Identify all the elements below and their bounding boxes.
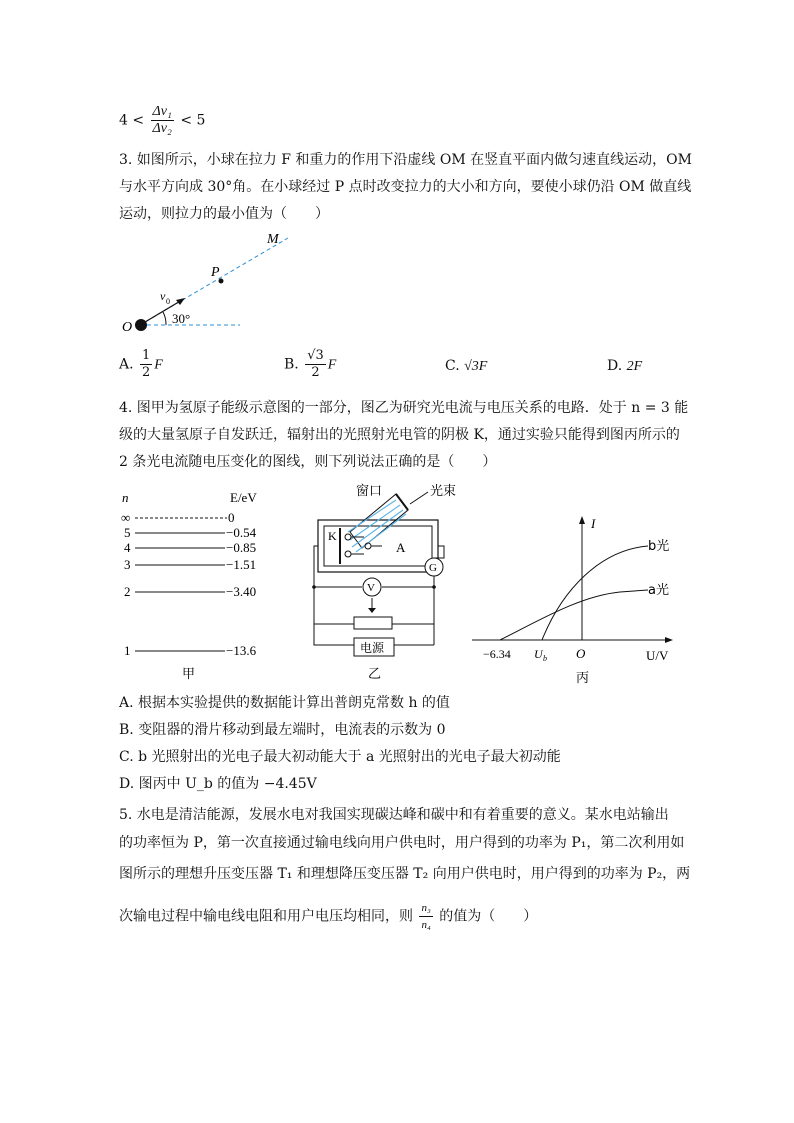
jia-header-n: n	[122, 490, 129, 505]
tick-ub-sub: b	[543, 654, 547, 663]
label-v: V	[367, 582, 375, 594]
q3-option-a-num: 1	[142, 348, 151, 363]
label-p: P	[211, 265, 220, 280]
prev-answer-fraction	[151, 104, 174, 137]
q3-option-a-frac	[140, 348, 152, 381]
junction-left	[312, 585, 316, 589]
curve-b	[542, 546, 648, 640]
beam-label: 光束	[430, 484, 457, 499]
velocity-arrow-head	[176, 298, 185, 305]
rheostat	[354, 617, 392, 629]
q3-line-2: 与水平方向成 30°角。在小球经过 P 点时改变拉力的大小和方向，要使小球仍沿 OM 做直线	[119, 179, 692, 195]
bing-caption: 丙	[576, 671, 590, 686]
q5-ratio	[419, 900, 432, 933]
q5-line-3: 图所示的理想升压变压器 T₁ 和理想降压变压器 T₂ 向用户供电时，用户得到的功率为 P₂，两	[119, 866, 691, 882]
q4-option-a[interactable]: A. 根据本实验提供的数据能计算出普朗克常数 h 的值	[119, 695, 450, 711]
q5-last-suffix: 的值为（ ）	[439, 908, 538, 925]
window-label: 窗口	[356, 484, 383, 499]
q5-line-2: 的功率恒为 P，第一次直接通过输电线向用户供电时，用户得到的功率为 P₁，第二次利用如	[119, 835, 685, 851]
level-e-3: −1.51	[226, 557, 257, 572]
level-e-1: −13.6	[226, 643, 257, 658]
bing-y-label: I	[591, 516, 596, 531]
slider-arrow	[368, 608, 376, 613]
level-n-4: 4	[124, 540, 131, 555]
tick-ub: U	[534, 647, 543, 661]
fig-jia-energy-levels	[115, 485, 285, 685]
q4-line-2: 级的大量氢原子自发跃迁，辐射出的光照射光电管的阴极 K，通过实验只能得到图丙所示的	[119, 427, 680, 443]
electrons	[345, 534, 382, 557]
level-e-2: −3.40	[226, 584, 257, 599]
circuit-wires	[314, 546, 444, 645]
angle-arc	[163, 312, 166, 325]
q4-line-1: 4. 图甲为氢原子能级示意图的一部分，图乙为研究光电流与电压关系的电路．处于 n = 3 能	[119, 400, 689, 416]
q3-option-a[interactable]	[119, 348, 163, 381]
q3-option-a-label: A.	[119, 356, 134, 373]
bing-x-label: U/V	[646, 648, 669, 663]
q5-line-4	[119, 900, 537, 933]
level-e-inf: 0	[228, 510, 235, 525]
beam-pointer	[410, 492, 428, 504]
label-v0-sub: 0	[166, 297, 170, 306]
prev-answer-left: 4 <	[119, 112, 145, 129]
level-n-3: 3	[124, 557, 131, 572]
level-n-2: 2	[124, 584, 131, 599]
q3-option-b-den: 2	[311, 365, 320, 380]
q4-option-d[interactable]: D. 图丙中 U_b 的值为 −4.45V	[119, 776, 317, 792]
level-n-5: 5	[124, 525, 131, 540]
label-m: M	[267, 232, 279, 247]
label-k: K	[328, 529, 337, 543]
angle-label: 30°	[172, 311, 191, 326]
u-axis-arrow	[665, 637, 673, 643]
q4-option-c[interactable]: C. b 光照射出的光电子最大初动能大于 a 光照射出的光电子最大初动能	[119, 749, 561, 765]
prev-answer-den: Δv₂	[152, 121, 172, 136]
prev-answer	[119, 104, 205, 137]
q3-option-d[interactable]	[607, 356, 642, 377]
bing-origin: O	[576, 646, 586, 661]
source-label: 电源	[360, 641, 385, 655]
label-o: O	[122, 320, 133, 335]
level-e-4: −0.85	[226, 540, 257, 555]
q3-option-c-text: √3F	[464, 359, 488, 374]
yi-caption: 乙	[368, 667, 382, 682]
q3-option-b-var: F	[327, 357, 337, 373]
ball-o	[135, 319, 147, 331]
q3-figure	[110, 228, 310, 338]
q3-option-d-label: D.	[607, 358, 623, 374]
curve-a	[500, 590, 648, 640]
fig-bing-iu-graph	[470, 510, 680, 690]
q3-line-3: 运动，则拉力的最小值为（ ）	[119, 206, 329, 222]
q3-option-d-text: 2F	[626, 359, 643, 374]
label-g: G	[429, 562, 437, 574]
fig-yi-circuit	[310, 480, 460, 685]
junction-right	[432, 585, 436, 589]
level-e-5: −0.54	[226, 525, 257, 540]
jia-caption: 甲	[182, 667, 196, 682]
curve-b-label: b光	[648, 539, 670, 554]
prev-answer-right: < 5	[180, 112, 206, 129]
q3-option-c[interactable]	[445, 356, 487, 377]
label-v0: v	[160, 289, 166, 303]
jia-header-e: E/eV	[230, 490, 257, 505]
q5-ratio-num: n₃	[419, 900, 432, 917]
q3-option-b[interactable]	[284, 348, 336, 381]
q3-option-b-num: √3	[307, 348, 324, 363]
q3-line-1: 3. 如图所示，小球在拉力 F 和重力的作用下沿虚线 OM 在竖直平面内做匀速直线运动，OM	[119, 152, 692, 168]
q3-option-b-frac	[305, 348, 326, 381]
tick-left: −6.34	[483, 647, 511, 661]
label-a: A	[396, 540, 406, 555]
q3-option-c-label: C.	[445, 358, 460, 374]
q5-ratio-den: n₄	[421, 919, 431, 931]
q5-line-1: 5. 水电是清洁能源，发展水电对我国实现碳达峰和碳中和有着重要的意义。某水电站输出	[119, 807, 669, 823]
prev-answer-num: Δv₁	[152, 104, 172, 119]
level-n-inf: ∞	[121, 510, 131, 525]
curve-a-label: a光	[648, 583, 669, 598]
i-axis-arrow	[579, 516, 585, 524]
q3-option-a-den: 2	[142, 365, 151, 380]
q3-option-a-var: F	[154, 357, 163, 373]
q4-line-3: 2 条光电流随电压变化的图线，则下列说法正确的是（ ）	[119, 454, 497, 470]
q5-last-prefix: 次输电过程中输电线电阻和用户电压均相同，则	[119, 908, 413, 925]
q3-option-b-label: B.	[284, 356, 299, 373]
q4-option-b[interactable]: B. 变阻器的滑片移动到最左端时，电流表的示数为 0	[119, 722, 446, 738]
level-n-1: 1	[124, 643, 131, 658]
